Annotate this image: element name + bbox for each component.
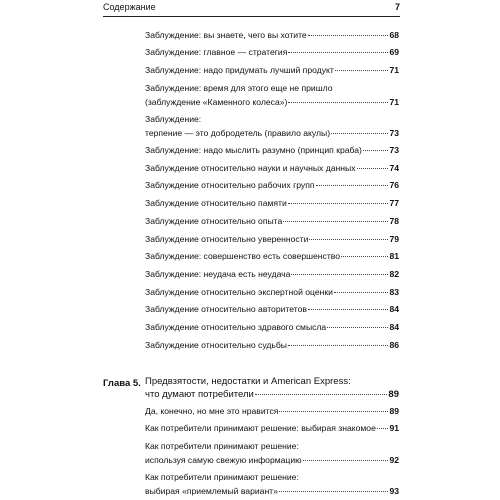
toc-entry-text: Заблуждение относительно рабочих групп [145, 180, 315, 190]
toc-entry[interactable] [145, 470, 399, 498]
toc-entry[interactable] [145, 143, 399, 157]
toc-page-number: 84 [389, 304, 399, 314]
toc-page-number: 73 [389, 145, 399, 155]
toc-entry-text: Заблуждение: время для этого еще не пришло [145, 83, 333, 93]
toc-entry-text: Заблуждение относительно судьбы [145, 340, 287, 350]
toc-entry-line [145, 214, 399, 228]
toc-entry-line [145, 404, 399, 418]
toc-entry-text: Как потребители принимают решение: [145, 472, 299, 482]
toc-page-number: 91 [389, 423, 399, 433]
dot-leader [308, 309, 389, 310]
toc-page-number: 89 [389, 406, 399, 416]
toc-entry[interactable] [145, 28, 399, 42]
toc-entry-text: Предвзятости, недостатки и American Express: [145, 376, 351, 387]
toc-entry-text: Заблуждение: надо мыслить разумно (принцип краба) [145, 145, 362, 155]
dot-leader [279, 491, 389, 492]
toc-entry[interactable] [145, 338, 399, 352]
toc-entry-line [145, 178, 399, 192]
dot-leader [291, 274, 388, 275]
toc-entry-line [145, 285, 399, 299]
toc-entry-text: выбирая «приемлемый вариант» [145, 486, 278, 496]
toc-page-number: 79 [389, 234, 399, 244]
dot-leader [288, 345, 388, 346]
dot-leader [341, 256, 388, 257]
toc-entry-line [145, 143, 399, 157]
toc-entry-text: используя самую свежую информацию [145, 455, 302, 465]
toc-entry-text: Заблуждение относительно уверенности [145, 234, 309, 244]
dot-leader [288, 102, 388, 103]
dot-leader [334, 292, 388, 293]
dot-leader [377, 428, 389, 429]
header-title: Содержание [103, 2, 156, 12]
toc-entry-line [145, 28, 399, 42]
dot-leader [363, 150, 389, 151]
toc-entry-text: Заблуждение: [145, 114, 202, 124]
toc-entry-line [145, 453, 399, 467]
dot-leader [357, 168, 389, 169]
toc-entry-line [145, 112, 399, 126]
dot-leader [308, 35, 389, 36]
toc-entry-line [145, 470, 399, 484]
toc-entry[interactable] [145, 45, 399, 59]
toc-page-number: 76 [389, 180, 399, 190]
toc-page-number: 77 [389, 198, 399, 208]
toc-entry[interactable] [145, 178, 399, 192]
dot-leader [327, 327, 388, 328]
toc-entry-text: Заблуждение относительно здравого смысла [145, 322, 327, 332]
toc-entry-text: Как потребители принимают решение: выбирая знакомое [145, 423, 376, 433]
chapter-label: Глава 5. [103, 378, 141, 389]
toc-entry-text: (заблуждение «Каменного колеса») [145, 97, 288, 107]
toc-page-number: 83 [389, 287, 399, 297]
toc-entry-line [145, 126, 399, 140]
dot-leader [283, 221, 388, 222]
toc-entry-text: Заблуждение относительно авторитетов [145, 304, 307, 314]
toc-page-number: 69 [389, 47, 399, 57]
toc-entry-line [145, 249, 399, 263]
toc-entry-line [145, 267, 399, 281]
toc-entry-text: Заблуждение: главное — стратегия [145, 47, 288, 57]
running-header [103, 0, 400, 17]
toc-entry[interactable] [145, 112, 399, 140]
dot-leader [309, 239, 388, 240]
toc-entry-text: что думают потребители [145, 389, 254, 400]
toc-page-number: 89 [388, 389, 399, 400]
toc-entry-line [145, 338, 399, 352]
toc-entry-text: Заблуждение: надо придумать лучший продукт [145, 65, 334, 75]
toc-page-number: 82 [389, 269, 399, 279]
toc-entry-text: Как потребители принимают решение: [145, 441, 299, 451]
toc-entry[interactable] [145, 320, 399, 334]
toc-entry-line [145, 161, 399, 175]
toc-entry-text: Заблуждение: совершенство есть совершенство [145, 251, 341, 261]
toc-page-number: 71 [389, 65, 399, 75]
dot-leader [279, 411, 388, 412]
toc-page-number: 92 [389, 455, 399, 465]
toc-entry[interactable] [145, 63, 399, 77]
toc-entry-line [145, 375, 399, 388]
dot-leader [255, 394, 388, 395]
toc-entry[interactable] [145, 249, 399, 263]
toc-entry[interactable] [145, 439, 399, 467]
toc-entry[interactable] [145, 404, 399, 418]
dot-leader [331, 133, 388, 134]
dot-leader [335, 70, 389, 71]
toc-entry[interactable] [145, 81, 399, 109]
header-page-number: 7 [394, 2, 400, 12]
toc-entry-text: Заблуждение относительно экспертной оценки [145, 287, 333, 297]
toc-entry[interactable] [145, 421, 399, 435]
toc-page-number: 93 [389, 486, 399, 496]
toc-entry-text: Заблуждение относительно памяти [145, 198, 287, 208]
toc-entry-line [145, 45, 399, 59]
toc-page-number: 86 [389, 340, 399, 350]
toc-page-number: 73 [389, 128, 399, 138]
toc-page-number: 81 [389, 251, 399, 261]
toc-entry-line [145, 484, 399, 498]
toc-entry[interactable] [145, 285, 399, 299]
dot-leader [316, 185, 389, 186]
toc-entry-text: Заблуждение: неудача есть неудача [145, 269, 291, 279]
toc-entry-line [145, 196, 399, 210]
toc-entry-line [145, 421, 399, 435]
toc-entry-line [145, 63, 399, 77]
toc-page-number: 71 [389, 97, 399, 107]
dot-leader [288, 203, 389, 204]
toc-entry-text: Заблуждение относительно опыта [145, 216, 283, 226]
toc-entry-line [145, 95, 399, 109]
toc-entry-line [145, 439, 399, 453]
toc-entry-text: Да, конечно, но мне это нравится [145, 406, 279, 416]
toc-entry[interactable] [145, 232, 399, 246]
toc-entry-line [145, 232, 399, 246]
toc-entry-line [145, 302, 399, 316]
toc-entry-text: терпение — это добродетель (правило акулы) [145, 128, 331, 138]
toc-page-number: 78 [389, 216, 399, 226]
toc-entry-text: Заблуждение: вы знаете, чего вы хотите [145, 30, 307, 40]
toc-entry[interactable] [145, 161, 399, 175]
dot-leader [288, 52, 388, 53]
toc-page-number: 74 [389, 163, 399, 173]
chapter-title-entry[interactable] [145, 375, 399, 401]
toc-entry[interactable] [145, 302, 399, 316]
toc-entry-line [145, 388, 399, 401]
toc-page-number: 68 [389, 30, 399, 40]
toc-entry-line [145, 320, 399, 334]
dot-leader [303, 460, 389, 461]
toc-entry-line [145, 81, 399, 95]
toc-entry[interactable] [145, 267, 399, 281]
toc-entry[interactable] [145, 196, 399, 210]
toc-page-number: 84 [389, 322, 399, 332]
toc-entry[interactable] [145, 214, 399, 228]
toc-entry-text: Заблуждение относительно науки и научных данных [145, 163, 356, 173]
